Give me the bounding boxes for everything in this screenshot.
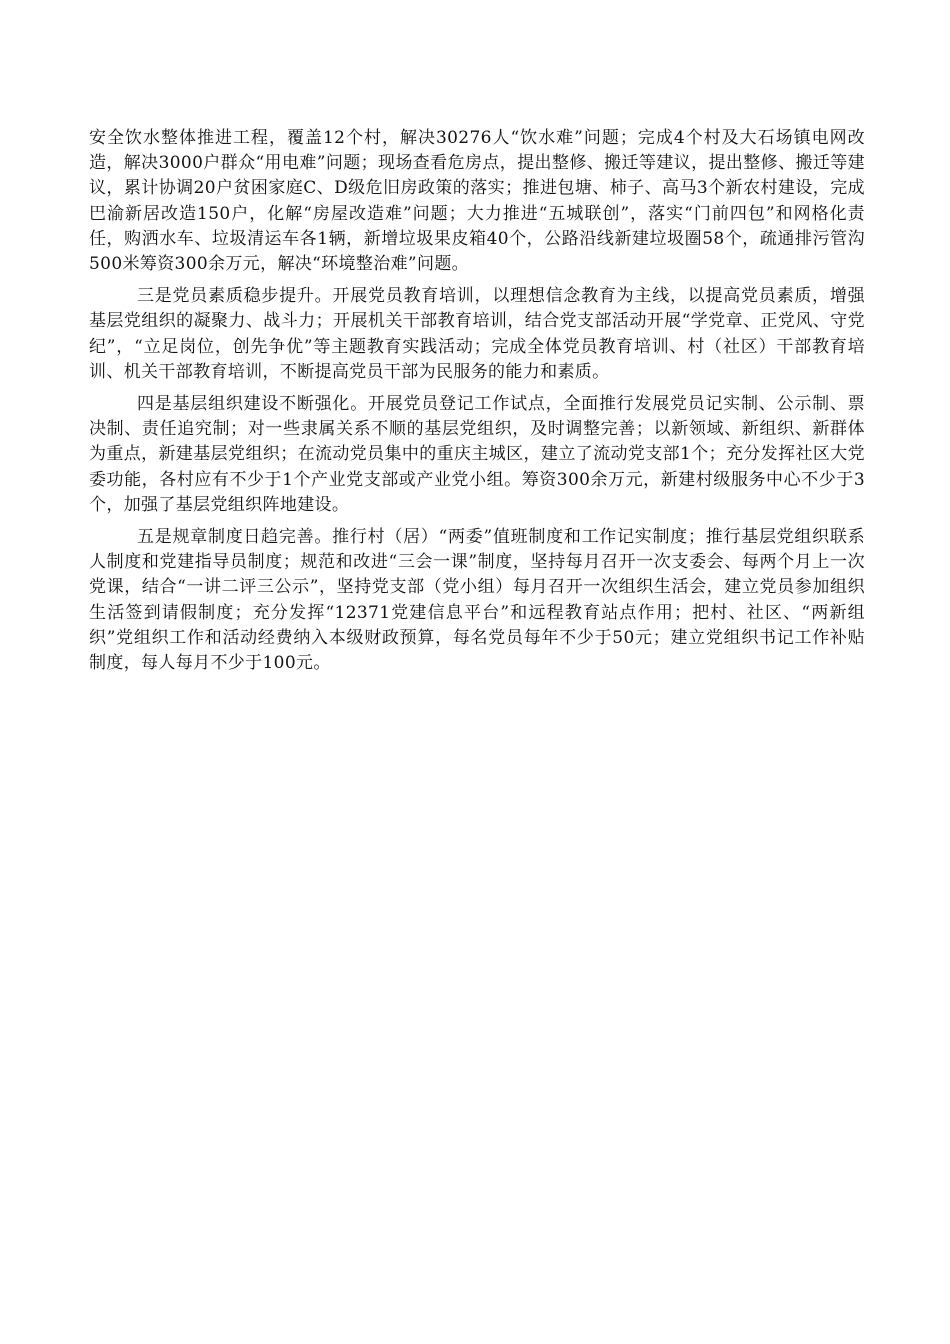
paragraph-continuation: 安全饮水整体推进工程，覆盖12个村，解决30276人“饮水难”问题；完成4个村及大石场镇电网改造，解决3000户群众“用电难”问题；现场查看危房点，提出整修、搬迁等建议，提出整修、搬迁等建议，累计协调20户贫困家庭C、D级危旧房政策的落实；推进包塘、柿子、高马3个新农村建设，完成巴渝新居改造150户，化解“房屋改造难”问题；大力推进“五城联创”，落实“门前四包”和网格化责任，购洒水车、垃圾清运车各1辆，新增垃圾果皮箱40个，公路沿线新建垃圾圈58个，疏通排污管沟500米筹资300余万元，解决“环境整治难”问题。 [89, 128, 865, 275]
paragraph-party-member-quality: 三是党员素质稳步提升。开展党员教育培训，以理想信念教育为主线，以提高党员素质，增强基层党组织的凝聚力、战斗力；开展机关干部教育培训，结合党支部活动开展“学党章、正党风、守党纪”，“立足岗位，创先争优”等主题教育实践活动；完成全体党员教育培训、村（社区）干部教育培训、机关干部教育培训，不断提高党员干部为民服务的能力和素质。 [89, 286, 865, 382]
paragraph-grassroots-organization: 四是基层组织建设不断强化。开展党员登记工作试点，全面推行发展党员记实制、公示制、票决制、责任追究制；对一些隶属关系不顺的基层党组织，及时调整完善；以新领域、新组织、新群体为重点，新建基层党组织；在流动党员集中的重庆主城区，建立了流动党支部1个；充分发挥社区大党委功能，各村应有不少于1个产业党支部或产业党小组。筹资300余万元，新建村级服务中心不少于3个，加强了基层党组织阵地建设。 [89, 394, 865, 515]
paragraph-rules-and-systems: 五是规章制度日趋完善。推行村（居）“两委”值班制度和工作记实制度；推行基层党组织联系人制度和党建指导员制度；规范和改进“三会一课”制度，坚持每月召开一次支委会、每两个月上一次党课，结合“一讲二评三公示”，坚持党支部（党小组）每月召开一次组织生活会，建立党员参加组织生活签到请假制度；充分发挥“12371党建信息平台”和远程教育站点作用；把村、社区、“两新组织”党组织工作和活动经费纳入本级财政预算，每名党员每年不少于50元；建立党组织书记工作补贴制度，每人每月不少于100元。 [89, 527, 865, 674]
document-page [89, 126, 865, 683]
